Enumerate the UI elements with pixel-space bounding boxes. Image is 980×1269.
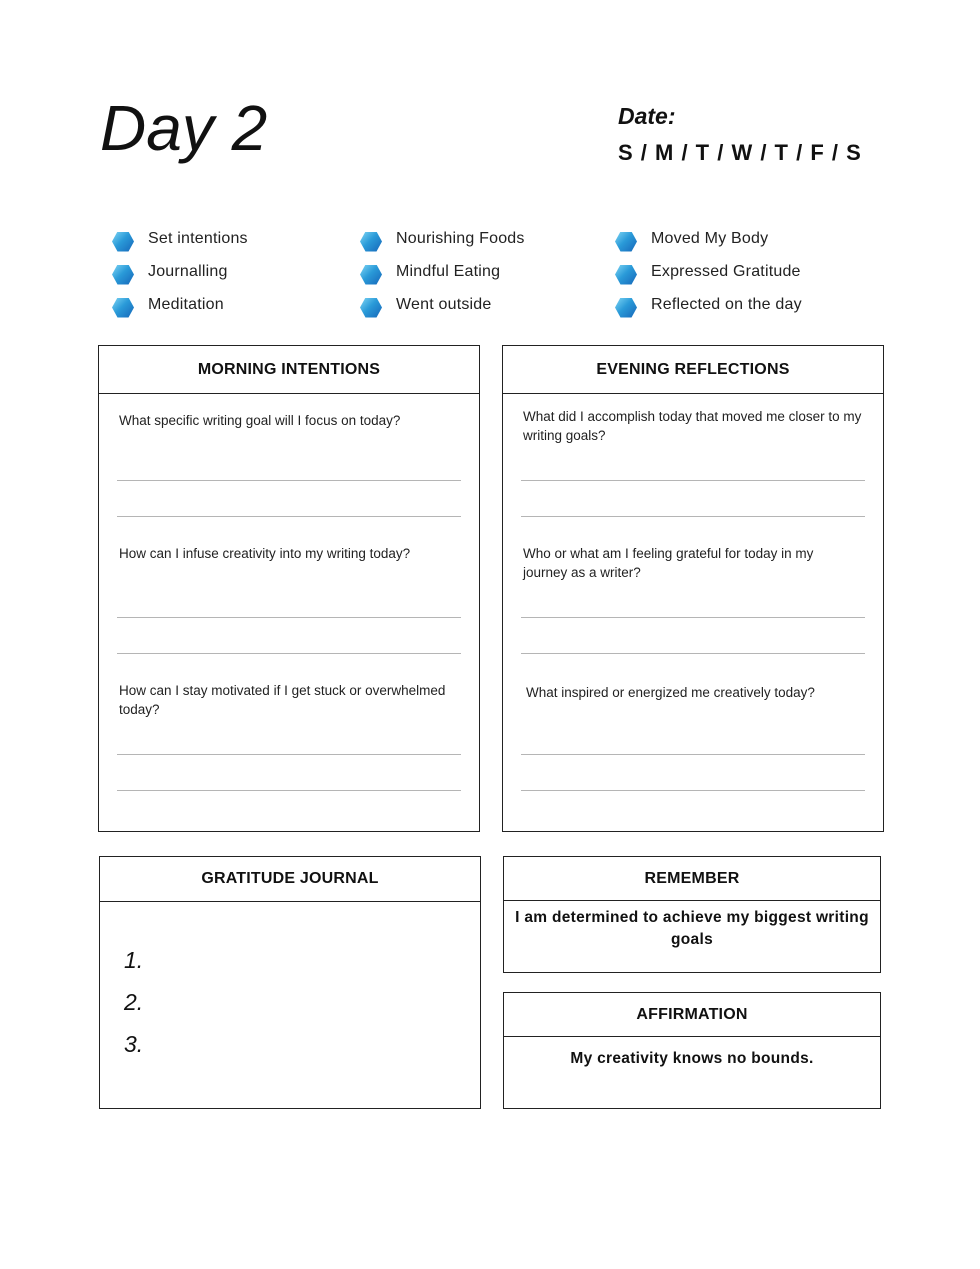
remember-text: I am determined to achieve my biggest writing goals bbox=[515, 909, 869, 948]
affirmation-box bbox=[503, 992, 881, 1109]
writing-line[interactable] bbox=[521, 480, 865, 481]
morning-intentions-title: MORNING INTENTIONS bbox=[99, 346, 479, 394]
gratitude-number-2: 2. bbox=[124, 989, 144, 1015]
gratitude-journal-box bbox=[99, 856, 481, 1109]
writing-line[interactable] bbox=[117, 754, 461, 755]
hexagon-bullet-icon bbox=[615, 298, 637, 318]
date-label: Date: bbox=[618, 103, 676, 129]
evening-reflections-box bbox=[502, 345, 884, 832]
remember-box bbox=[503, 856, 881, 973]
hexagon-bullet-icon bbox=[360, 265, 382, 285]
morning-question-2: How can I infuse creativity into my writing today? bbox=[119, 546, 411, 561]
checklist-item[interactable] bbox=[360, 288, 525, 321]
evening-question-3: What inspired or energized me creatively today? bbox=[526, 685, 815, 700]
page-title: Day 2 bbox=[100, 92, 268, 164]
checklist-label: Meditation bbox=[148, 295, 224, 313]
writing-line[interactable] bbox=[521, 653, 865, 654]
writing-line[interactable] bbox=[117, 480, 461, 481]
writing-line[interactable] bbox=[117, 617, 461, 618]
morning-question-1: What specific writing goal will I focus on today? bbox=[119, 413, 401, 428]
weekday-selector[interactable]: S / M / T / W / T / F / S bbox=[618, 140, 862, 165]
checklist-column-3 bbox=[615, 222, 802, 321]
morning-intentions-box bbox=[98, 345, 480, 832]
checklist-label: Expressed Gratitude bbox=[651, 262, 801, 280]
checklist-item[interactable] bbox=[615, 288, 802, 321]
checklist-label: Moved My Body bbox=[651, 229, 769, 247]
checklist-item[interactable] bbox=[112, 288, 248, 321]
evening-question-2: Who or what am I feeling grateful for today in my journey as a writer? bbox=[523, 546, 814, 580]
gratitude-journal-title: GRATITUDE JOURNAL bbox=[100, 857, 480, 902]
checklist-item[interactable] bbox=[112, 222, 248, 255]
morning-question-3: How can I stay motivated if I get stuck or overwhelmed today? bbox=[119, 683, 446, 717]
checklist-label: Went outside bbox=[396, 295, 492, 313]
checklist-item[interactable] bbox=[360, 255, 525, 288]
checklist-item[interactable] bbox=[112, 255, 248, 288]
remember-title: REMEMBER bbox=[504, 857, 880, 901]
hexagon-bullet-icon bbox=[615, 265, 637, 285]
hexagon-bullet-icon bbox=[112, 298, 134, 318]
hexagon-bullet-icon bbox=[360, 232, 382, 252]
hexagon-bullet-icon bbox=[112, 232, 134, 252]
checklist-label: Nourishing Foods bbox=[396, 229, 525, 247]
checklist-item[interactable] bbox=[615, 255, 802, 288]
evening-question-1: What did I accomplish today that moved me closer to my writing goals? bbox=[523, 409, 862, 443]
checklist-label: Journalling bbox=[148, 262, 228, 280]
writing-line[interactable] bbox=[117, 790, 461, 791]
writing-line[interactable] bbox=[117, 516, 461, 517]
writing-line[interactable] bbox=[521, 617, 865, 618]
writing-line[interactable] bbox=[521, 516, 865, 517]
checklist-item[interactable] bbox=[360, 222, 525, 255]
affirmation-text: My creativity knows no bounds. bbox=[570, 1050, 814, 1067]
writing-line[interactable] bbox=[521, 754, 865, 755]
writing-line[interactable] bbox=[521, 790, 865, 791]
checklist-label: Set intentions bbox=[148, 229, 248, 247]
gratitude-number-3: 3. bbox=[124, 1031, 144, 1057]
affirmation-title: AFFIRMATION bbox=[504, 993, 880, 1037]
checklist-column-2 bbox=[360, 222, 525, 321]
evening-reflections-title: EVENING REFLECTIONS bbox=[503, 346, 883, 394]
hexagon-bullet-icon bbox=[112, 265, 134, 285]
checklist-item[interactable] bbox=[615, 222, 802, 255]
writing-line[interactable] bbox=[117, 653, 461, 654]
gratitude-number-1: 1. bbox=[124, 947, 144, 973]
checklist-label: Mindful Eating bbox=[396, 262, 501, 280]
checklist-column-1 bbox=[112, 222, 248, 321]
hexagon-bullet-icon bbox=[615, 232, 637, 252]
checklist-label: Reflected on the day bbox=[651, 295, 802, 313]
hexagon-bullet-icon bbox=[360, 298, 382, 318]
